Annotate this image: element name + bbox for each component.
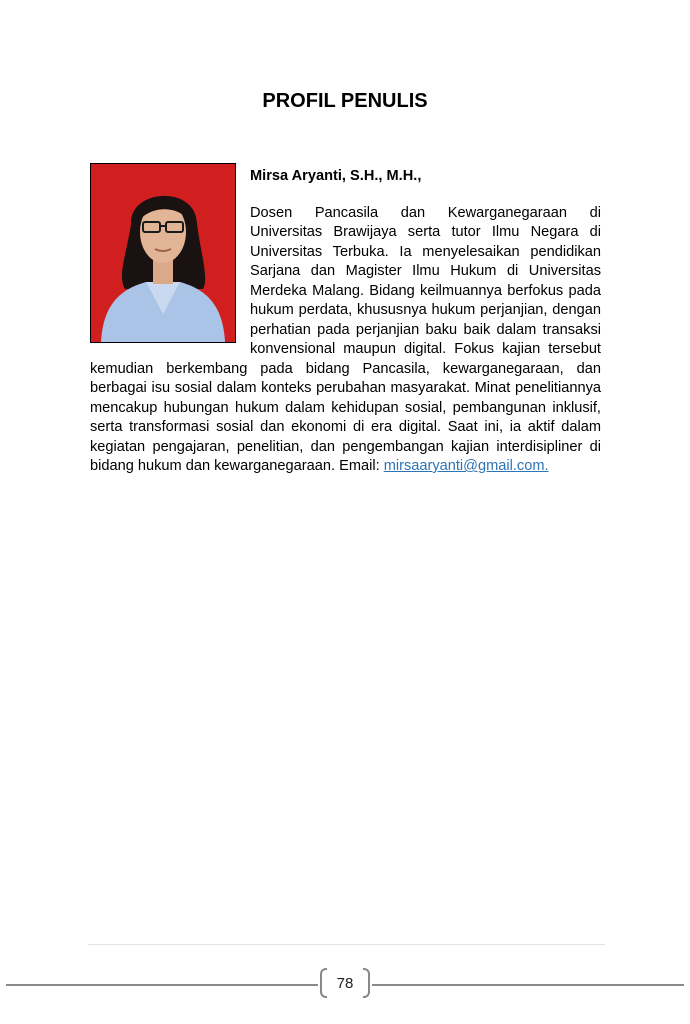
footer-line-right xyxy=(372,984,684,986)
author-bio-text: Dosen Pancasila dan Kewarganegaraan di Universitas Brawijaya serta tutor Ilmu Negara di Universitas Terbuka. Ia menyelesaikan pendidikan Sarjana dan Magister Ilmu Hukum di Universitas Merdeka Malang. Bidang keilmuannya berfokus pada hukum perdata, khususnya hukum perjanjian, dengan perhatian pada perjanjian baku baik dalam transaksi konvensional maupun digital. Fokus kajian tersebut kemudian berkembang pada bidang Pancasila, kewarganegaraan, dan berbagai isu sosial dalam konteks perubahan masyarakat. Minat penelitiannya mencakup hubungan hukum dalam kehidupan sosial, pembangunan inklusif, serta transformasi sosial dan ekonomi di era digital. Saat ini, ia aktif dalam kegiatan pengajaran, penelitian, dan pengembangan kajian interdisipliner di bidang hukum dan kewarganegaraan. Email: xyxy=(90,204,601,474)
page-title: PROFIL PENULIS xyxy=(262,90,428,112)
author-portrait-image xyxy=(91,164,235,342)
footer-divider xyxy=(88,944,605,945)
footer-line-left xyxy=(6,984,318,986)
author-profile xyxy=(90,163,601,477)
author-photo xyxy=(90,163,236,343)
author-name: Mirsa Aryanti, S.H., M.H., xyxy=(250,168,422,184)
page-number: 78 xyxy=(336,975,354,992)
author-email-link[interactable]: mirsaaryanti@gmail.com. xyxy=(383,458,549,474)
